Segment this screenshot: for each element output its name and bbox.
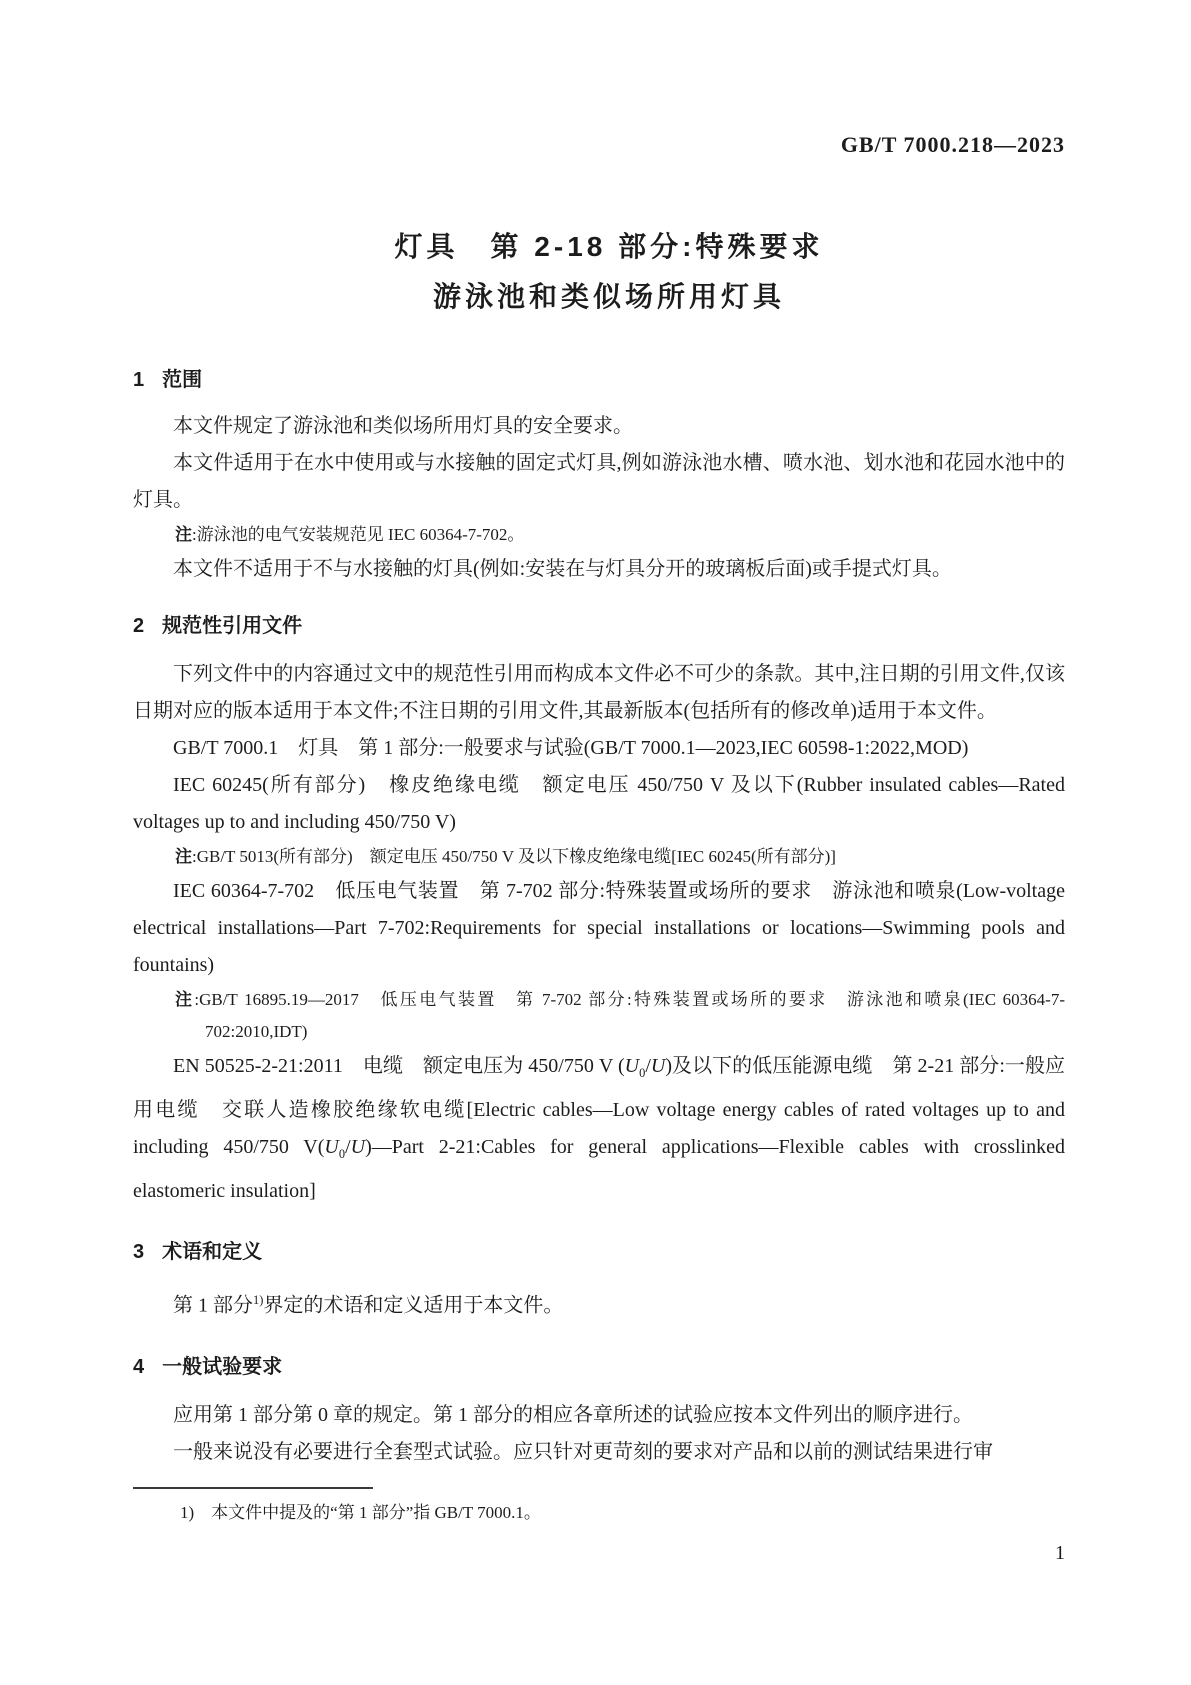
section-1-title: 范围 <box>162 369 203 391</box>
terms-paragraph: 第 1 部分$^{1)}$界定的术语和定义适用于本文件。 <box>173 1293 564 1317</box>
scope-note: 注:游泳池的电气安装规范见 IEC 60364-7-702。 <box>175 525 525 544</box>
reference-note-gbt-5013: 注:GB/T 5013(所有部分) 额定电压 450/750 V 及以下橡皮绝缘电缆[IEC 60245(所有部分)] <box>175 847 836 866</box>
section-4-title: 一般试验要求 <box>162 1355 283 1378</box>
general-test-paragraph-1: 应用第 1 部分第 0 章的规定。第 1 部分的相应各章所述的试验应按本文件列出的顺序进行。 <box>173 1403 973 1426</box>
reference-note-gbt-16895: 注:GB/T 16895.19—2017 低压电气装置 第 7-702 部分:特殊装置或场所的要求 游泳池和喷泉(IEC 60364-7-702:2010,IDT) <box>175 990 1066 1041</box>
reference-iec-60364-7-702: IEC 60364-7-702 低压电气装置 第 7-702 部分:特殊装置或场所的要求 游泳池和喷泉(Low-voltage electrical installations—Part 7-702:Requirements for special installations or locations—Swimming pools and fountains) <box>133 880 1065 976</box>
section-3-heading <box>133 1238 1065 1266</box>
section-1-heading <box>133 366 1065 394</box>
reference-gbt-7000-1: GB/T 7000.1 灯具 第 1 部分:一般要求与试验(GB/T 7000.1—2023,IEC 60598-1:2022,MOD) <box>173 737 969 759</box>
scope-paragraph-2: 本文件适用于在水中使用或与水接触的固定式灯具,例如游泳池水槽、喷水池、划水池和花园水池中的灯具。 <box>133 452 1065 511</box>
section-3-body <box>133 1282 1065 1325</box>
document-title-line1: 灯具 第 2-18 部分:特殊要求 <box>394 231 824 262</box>
section-2-heading <box>133 612 1065 640</box>
document-title <box>133 222 1065 322</box>
page-number: 1 <box>1055 1541 1065 1564</box>
scope-paragraph-1: 本文件规定了游泳池和类似场所用灯具的安全要求。 <box>173 415 633 437</box>
scope-paragraph-3: 本文件不适用于不与水接触的灯具(例如:安装在与灯具分开的玻璃板后面)或手提式灯具。 <box>173 558 952 580</box>
section-2-number: 2 <box>133 615 145 637</box>
section-4-body <box>133 1397 1065 1471</box>
section-3-number: 3 <box>133 1241 145 1263</box>
section-1-body <box>133 408 1065 588</box>
section-1-number: 1 <box>133 369 145 391</box>
footnote-divider <box>133 1487 373 1489</box>
section-4-number: 4 <box>133 1355 145 1378</box>
section-2-body <box>133 656 1065 1210</box>
general-test-paragraph-2: 一般来说没有必要进行全套型式试验。应只针对更苛刻的要求对产品和以前的测试结果进行审 <box>173 1440 993 1463</box>
reference-en-50525: EN 50525-2-21:2011 电缆 额定电压为 450/750 V $(U_0/U)$及以下的低压能源电缆 第 2-21 部分:一般应用电缆 交联人造橡胶绝缘软电缆[Electric cables—Low voltage energy cables of rated voltages up to and including 450/750 $V(U_0/U)—Part$ 2-21:Cables for general applications—Flexible cables with crosslinked elastomeric insulation] <box>133 1055 1065 1202</box>
footnote-text: 1) 本文件中提及的“第 1 部分”指 GB/T 7000.1。 <box>180 1502 541 1522</box>
section-4-heading <box>133 1353 1065 1381</box>
reference-iec-60245: IEC 60245(所有部分) 橡皮绝缘电缆 额定电压 450/750 V 及以下(Rubber insulated cables—Rated voltages up to and including 450/750 V) <box>133 774 1065 833</box>
doc-code: GB/T 7000.218—2023 <box>840 132 1065 157</box>
document-title-line2: 游泳池和类似场所用灯具 <box>432 281 785 312</box>
section-3-title: 术语和定义 <box>162 1241 263 1263</box>
normative-intro-paragraph: 下列文件中的内容通过文中的规范性引用而构成本文件必不可少的条款。其中,注日期的引用文件,仅该日期对应的版本适用于本文件;不注日期的引用文件,其最新版本(包括所有的修改单)适用于本文件。 <box>133 663 1065 722</box>
section-2-title: 规范性引用文件 <box>162 615 303 637</box>
